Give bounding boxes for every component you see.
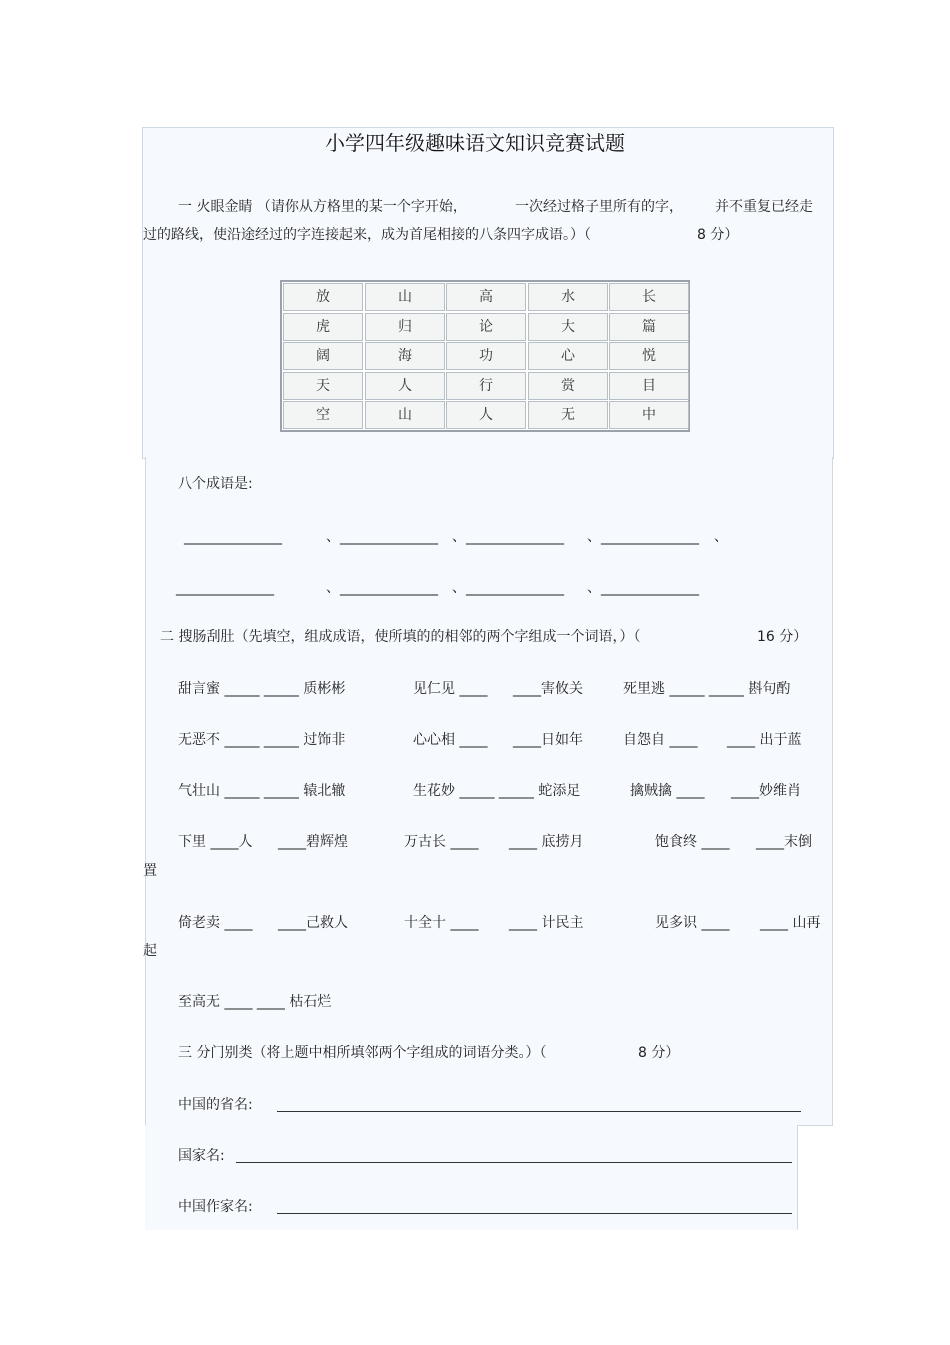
grid-cell: 功 bbox=[446, 342, 526, 370]
grid-cell: 空 bbox=[283, 401, 363, 429]
answer-blank[interactable]: 、______________ bbox=[452, 529, 564, 545]
answer-blank[interactable]: 、______________ bbox=[326, 529, 438, 545]
idiom-item: 至高无 ____ ____ 枯石烂 bbox=[178, 994, 332, 1010]
s2-points: 16 分） bbox=[757, 629, 808, 645]
idiom-item: 心心相 ____ bbox=[413, 732, 488, 748]
s1-line2-a: 过的路线，使沿途经过的字连接起来，成为首尾相接的八条四字成语。）（ bbox=[143, 227, 591, 243]
grid-cell: 大 bbox=[528, 313, 608, 341]
idiom-item: ____害攸关 bbox=[513, 681, 583, 697]
idiom-item: 饱食终 ____ bbox=[655, 834, 730, 850]
grid-cell: 人 bbox=[446, 401, 526, 429]
s3-points: 8 分） bbox=[638, 1045, 680, 1061]
s1-line1-b: 一次经过格子里所有的字， bbox=[515, 199, 683, 215]
answer-blank[interactable]: 、______________ bbox=[587, 580, 699, 596]
answer-blank[interactable]: 、______________ bbox=[452, 580, 564, 596]
idiom-item: 十全十 ____ bbox=[404, 915, 479, 931]
idiom-item: 下里 ____人 bbox=[178, 834, 253, 850]
idiom-item: 擒贼擒 ____ bbox=[630, 783, 705, 799]
idiom-item: 生花妙 _____ _____ 蛇添足 bbox=[413, 783, 581, 799]
grid-cell: 中 bbox=[609, 401, 689, 429]
idiom-wrap: 置 bbox=[143, 863, 157, 879]
grid-cell: 归 bbox=[365, 313, 445, 341]
country-label: 国家名: bbox=[178, 1148, 225, 1164]
grid-cell: 人 bbox=[365, 372, 445, 400]
answers-label: 八个成语是: bbox=[178, 476, 253, 492]
grid-cell: 虎 bbox=[283, 313, 363, 341]
idiom-item: ____末倒 bbox=[756, 834, 812, 850]
grid-cell: 放 bbox=[283, 283, 363, 311]
grid-cell: 论 bbox=[446, 313, 526, 341]
country-answer-line[interactable] bbox=[236, 1162, 792, 1163]
answer-blank[interactable]: 、______________ bbox=[587, 529, 699, 545]
grid-cell: 行 bbox=[446, 372, 526, 400]
idiom-item: ____日如年 bbox=[513, 732, 583, 748]
idiom-item: ____己救人 bbox=[278, 915, 348, 931]
s1-line2-b: 8 分） bbox=[697, 227, 739, 243]
idiom-item: ____ 底捞月 bbox=[509, 834, 584, 850]
idiom-item: ____妙维肖 bbox=[731, 783, 801, 799]
grid-cell: 山 bbox=[365, 401, 445, 429]
province-label: 中国的省名: bbox=[178, 1097, 253, 1113]
s1-line1-c: 并不重复已经走 bbox=[715, 199, 813, 215]
idiom-item: 倚老卖 ____ bbox=[178, 915, 253, 931]
idiom-item: ____ 山再 bbox=[760, 915, 821, 931]
s3-heading: 三 分门别类（将上题中相所填邻两个字组成的词语分类。）（ bbox=[178, 1045, 547, 1061]
answer-blank[interactable]: 、______________ bbox=[326, 580, 438, 596]
grid-cell: 高 bbox=[446, 283, 526, 311]
idiom-item: 气壮山 _____ _____ 辕北辙 bbox=[178, 783, 346, 799]
idiom-item: 见仁见 ____ bbox=[413, 681, 488, 697]
grid-cell: 海 bbox=[365, 342, 445, 370]
idiom-item: 自怨自 ____ bbox=[623, 732, 698, 748]
writer-label: 中国作家名: bbox=[178, 1199, 253, 1215]
grid-cell: 目 bbox=[609, 372, 689, 400]
grid-cell: 长 bbox=[609, 283, 689, 311]
page-title: 小学四年级趣味语文知识竞赛试题 bbox=[325, 131, 625, 155]
grid-cell: 天 bbox=[283, 372, 363, 400]
grid-cell: 山 bbox=[365, 283, 445, 311]
answer-blank[interactable]: ______________ bbox=[184, 529, 282, 545]
idiom-item: ____ 出于蓝 bbox=[727, 732, 802, 748]
s2-heading: 二 搜肠刮肚（先填空，组成成语，使所填的的相邻的两个字组成一个词语，）（ bbox=[160, 629, 641, 645]
grid-cell: 赏 bbox=[528, 372, 608, 400]
idiom-item: ____ 计民主 bbox=[509, 915, 584, 931]
grid-cell: 心 bbox=[528, 342, 608, 370]
idiom-wrap: 起 bbox=[143, 943, 157, 959]
grid-cell: 水 bbox=[528, 283, 608, 311]
answer-separator: 、 bbox=[714, 529, 728, 545]
grid-cell: 阔 bbox=[283, 342, 363, 370]
province-answer-line[interactable] bbox=[277, 1111, 801, 1112]
answer-blank[interactable]: ______________ bbox=[176, 580, 274, 596]
grid-cell: 篇 bbox=[609, 313, 689, 341]
idiom-item: 见多识 ____ bbox=[655, 915, 730, 931]
writer-answer-line[interactable] bbox=[277, 1213, 792, 1214]
s1-line1-a: 一 火眼金睛 （请你从方格里的某一个字开始， bbox=[178, 199, 467, 215]
grid-cell: 无 bbox=[528, 401, 608, 429]
grid-cell: 悦 bbox=[609, 342, 689, 370]
idiom-item: 死里逃 _____ _____ 斟句酌 bbox=[623, 681, 791, 697]
idiom-item: 无恶不 _____ _____ 过饰非 bbox=[178, 732, 346, 748]
character-grid bbox=[280, 280, 690, 432]
idiom-item: ____碧辉煌 bbox=[278, 834, 348, 850]
idiom-item: 甜言蜜 _____ _____ 质彬彬 bbox=[178, 681, 346, 697]
idiom-item: 万古长 ____ bbox=[404, 834, 479, 850]
